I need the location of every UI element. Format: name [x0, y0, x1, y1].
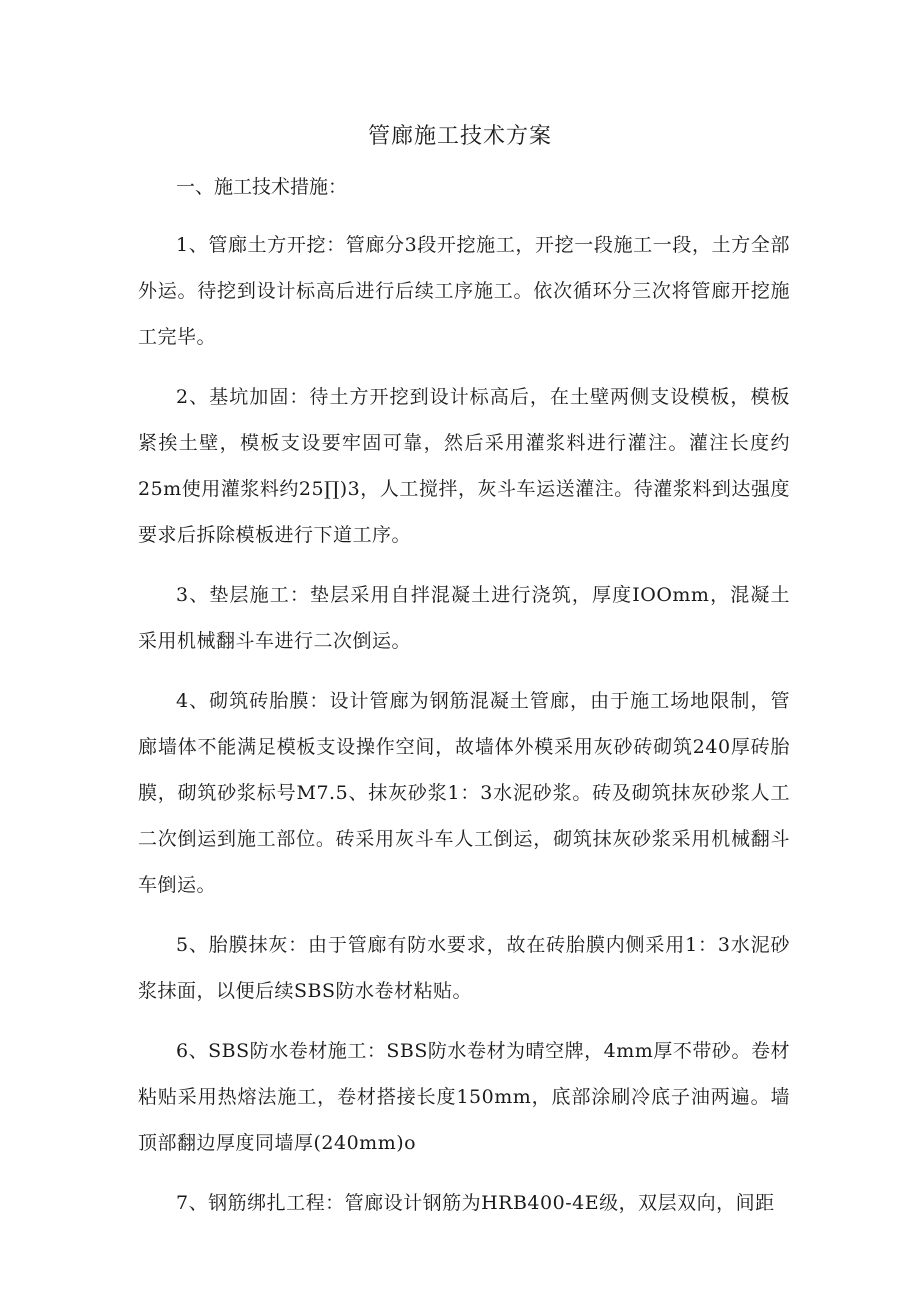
- paragraph-formwork-plastering: 5、胎膜抹灰：由于管廊有防水要求，故在砖胎膜内侧采用1：3水泥砂浆抹面，以便后续SBS防水卷材粘贴。: [138, 934, 790, 1002]
- document-body: [138, 170, 790, 1226]
- document-title: 管廊施工技术方案: [367, 124, 552, 149]
- paragraph-pit-reinforcement: 2、基坑加固：待土方开挖到设计标高后，在土壁两侧支设模板，模板紧挨土壁，模板支设要牢固可靠，然后采用灌浆料进行灌注。灌注长度约25m使用灌浆料约25∏)3，人工搅拌，灰斗车运送灌注。待灌浆料到达强度要求后拆除模板进行下道工序。: [138, 386, 790, 546]
- paragraph-rebar-binding: 7、钢筋绑扎工程：管廊设计钢筋为HRB400-4E级，双层双向，间距: [176, 1192, 775, 1214]
- paragraph-brick-formwork: 4、砌筑砖胎膜：设计管廊为钢筋混凝土管廊，由于施工场地限制，管廊墙体不能满足模板支设操作空间，故墙体外模采用灰砂砖砌筑240厚砖胎膜，砌筑砂浆标号M7.5、抹灰砂浆1：3水泥砂浆。砖及砌筑抹灰砂浆人工二次倒运到施工部位。砖采用灰斗车人工倒运，砌筑抹灰砂浆采用机械翻斗车倒运。: [138, 690, 790, 896]
- paragraph-earthwork-excavation: 1、管廊土方开挖：管廊分3段开挖施工，开挖一段施工一段，土方全部外运。待挖到设计标高后进行后续工序施工。依次循环分三次将管廊开挖施工完毕。: [138, 234, 790, 348]
- paragraph-cushion-construction: 3、垫层施工：垫层采用自拌混凝土进行浇筑，厚度IOOmm，混凝土采用机械翻斗车进行二次倒运。: [138, 584, 790, 652]
- section-heading: 一、施工技术措施：: [176, 176, 348, 198]
- paragraph-sbs-waterproofing: 6、SBS防水卷材施工：SBS防水卷材为晴空牌，4mm厚不带砂。卷材粘贴采用热熔法施工，卷材搭接长度150mm，底部涂刷冷底子油两遍。墙顶部翻边厚度同墙厚(240mm)o: [138, 1040, 790, 1154]
